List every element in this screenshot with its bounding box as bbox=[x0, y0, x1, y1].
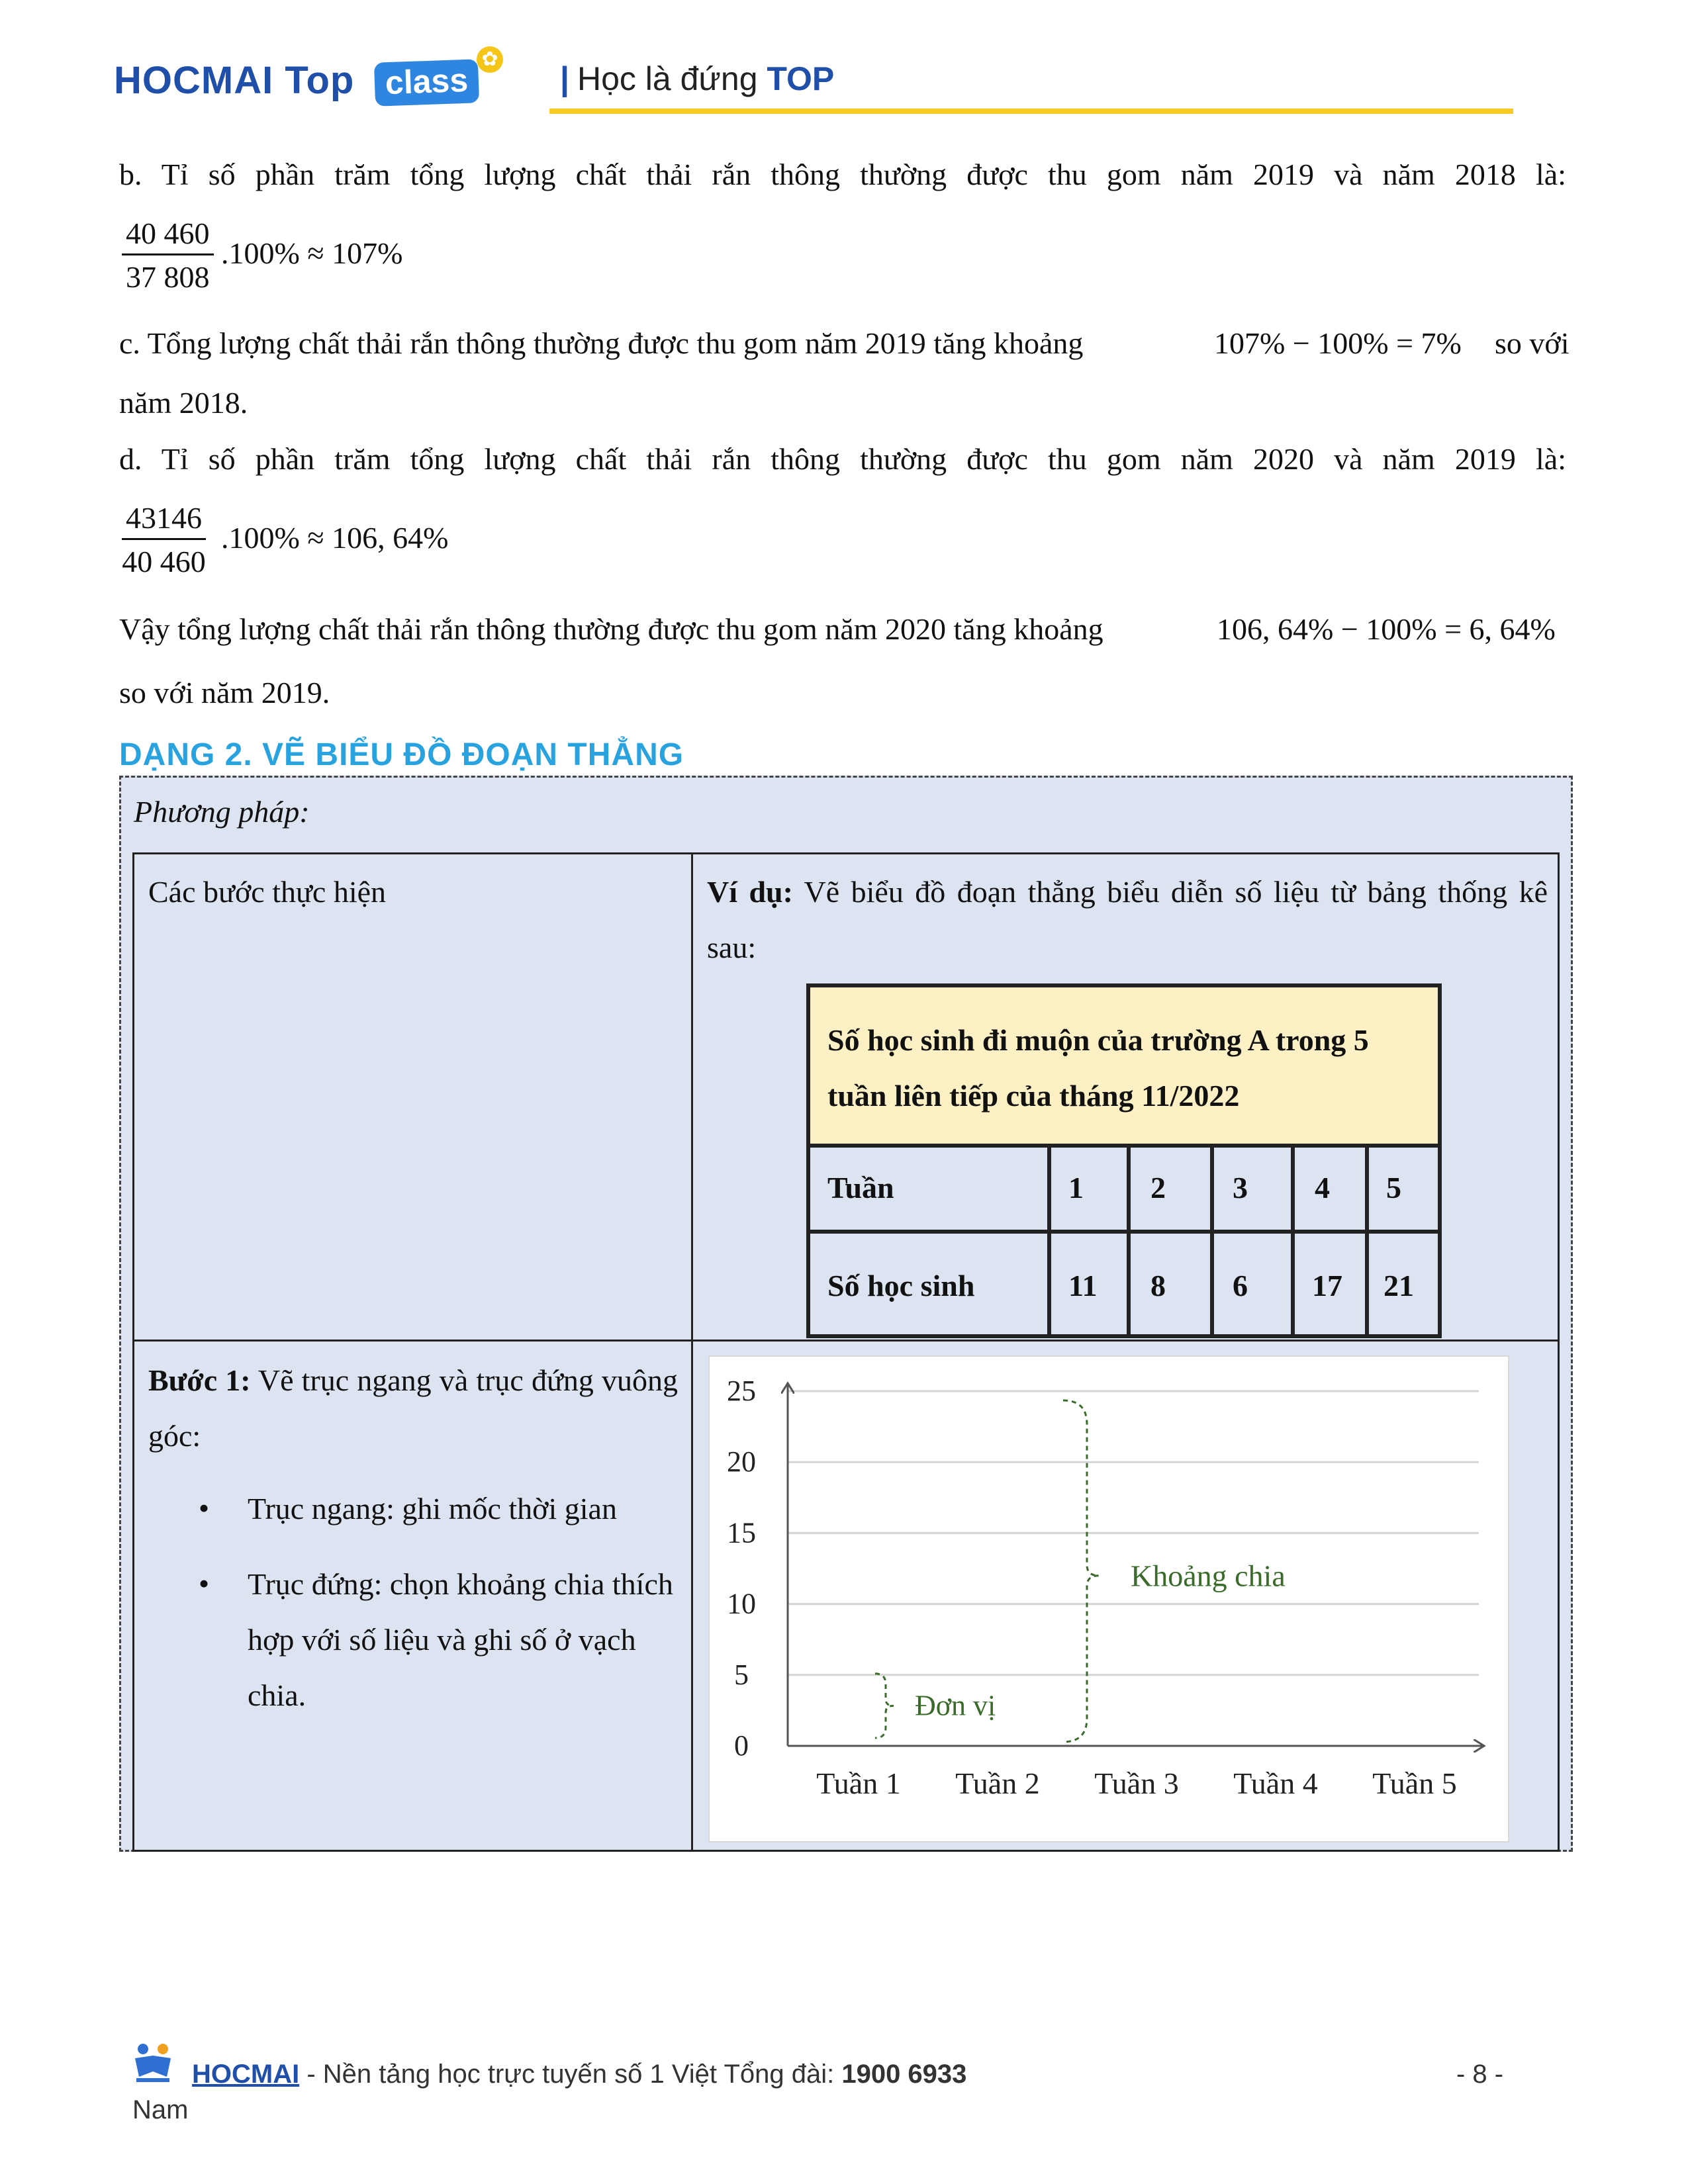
paragraph-b: b. Tỉ số phần trăm tổng lượng chất thải rắn thông thường được thu gom năm 2019 và năm 2018 là: bbox=[119, 158, 1566, 191]
footer-hotline-label: Tổng đài: bbox=[717, 2060, 842, 2089]
stat-count-cell: 8 bbox=[1150, 1269, 1166, 1302]
slogan-top: TOP bbox=[767, 60, 835, 97]
paragraph-c-math: 107% − 100% = 7% bbox=[1214, 326, 1462, 360]
footer-tagline: - Nền tảng học trực tuyến số 1 Việt bbox=[299, 2060, 718, 2089]
fraction-d bbox=[122, 500, 206, 579]
bullet-icon: • bbox=[199, 1491, 210, 1525]
logo-class-badge: class bbox=[374, 59, 479, 106]
stat-table-col-divider bbox=[1127, 1144, 1131, 1334]
paragraph-d: d. Tỉ số phần trăm tổng lượng chất thải rắn thông thường được thu gom năm 2020 và năm 2019 là: bbox=[119, 442, 1566, 476]
x-tick-label: Tuần 2 bbox=[955, 1766, 1040, 1800]
unit-label: Đơn vị bbox=[915, 1689, 996, 1722]
stat-week-cell: 3 bbox=[1233, 1171, 1248, 1205]
line-chart bbox=[710, 1357, 1508, 1841]
example-description: Vẽ biểu đồ đoạn thẳng biểu diễn số liệu từ bảng thống kê sau: bbox=[707, 875, 1548, 964]
paragraph-c-line2: năm 2018. bbox=[119, 386, 248, 420]
steps-header: Các bước thực hiện bbox=[148, 875, 387, 909]
table-row-divider bbox=[132, 1340, 1560, 1342]
fraction-b-tail: .100% ≈ 107% bbox=[221, 236, 403, 270]
footer-brand-link[interactable]: HOCMAI bbox=[192, 2060, 300, 2089]
page-number: - 8 - bbox=[1456, 2060, 1504, 2089]
stat-table-title: Số học sinh đi muộn của trường A trong 5 tuần liên tiếp của tháng 11/2022 bbox=[827, 1023, 1369, 1113]
header-slogan: | Học là đứng TOP bbox=[560, 60, 835, 97]
fraction-d-numerator: 43146 bbox=[122, 500, 206, 540]
table-border-top bbox=[132, 852, 1560, 854]
paragraph-conclusion-math: 106, 64% − 100% = 6, 64% bbox=[1217, 612, 1556, 646]
stat-table-title-cell bbox=[810, 987, 1438, 1148]
stat-table-col-divider bbox=[1210, 1144, 1214, 1334]
step1-text bbox=[148, 1353, 678, 1464]
stat-count-cell: 17 bbox=[1312, 1269, 1342, 1302]
step1-label: Bước 1: bbox=[148, 1363, 251, 1397]
stat-week-cell: 2 bbox=[1150, 1171, 1166, 1205]
footer-nam: Nam bbox=[132, 2095, 189, 2124]
stat-row-week-label: Tuần bbox=[827, 1171, 894, 1205]
header-divider bbox=[549, 109, 1513, 114]
stat-table-row-divider bbox=[810, 1230, 1438, 1234]
stat-count-cell: 11 bbox=[1068, 1269, 1098, 1302]
logo-main-text: HOCMAI Top bbox=[114, 59, 355, 102]
y-tick-label: 20 bbox=[727, 1445, 756, 1479]
table-column-divider bbox=[691, 852, 693, 1852]
table-border-bottom bbox=[132, 1850, 1560, 1852]
unit-brace bbox=[875, 1674, 894, 1738]
paragraph-conclusion-line2: so với năm 2019. bbox=[119, 676, 330, 709]
slogan-prefix: Học là đứng bbox=[577, 60, 767, 97]
fraction-b-numerator: 40 460 bbox=[122, 216, 214, 255]
y-tick-label: 25 bbox=[727, 1375, 756, 1407]
logo-star-icon: ✿ bbox=[477, 46, 503, 73]
stat-table bbox=[806, 983, 1442, 1338]
paragraph-c: c. Tổng lượng chất thải rắn thông thường được thu gom năm 2019 tăng khoảng bbox=[119, 326, 1084, 360]
stat-week-cell: 5 bbox=[1386, 1171, 1401, 1205]
table-border-right bbox=[1558, 852, 1560, 1852]
y-tick-label: 15 bbox=[727, 1516, 756, 1549]
bullet-vertical-axis: Trục đứng: chọn khoảng chia thích hợp với số liệu và ghi số ở vạch chia. bbox=[248, 1567, 673, 1712]
example-text bbox=[707, 864, 1548, 976]
bullet-horizontal-axis: Trục ngang: ghi mốc thời gian bbox=[248, 1492, 617, 1525]
stat-table-col-divider bbox=[1365, 1144, 1369, 1334]
stat-table-col-divider bbox=[1047, 1144, 1051, 1334]
fraction-d-tail: .100% ≈ 106, 64% bbox=[221, 521, 449, 555]
bullet-icon: • bbox=[199, 1567, 210, 1600]
stat-count-cell: 6 bbox=[1233, 1269, 1248, 1302]
y-tick-label: 10 bbox=[727, 1587, 756, 1620]
range-label: Khoảng chia bbox=[1131, 1559, 1286, 1593]
paragraph-c-tail: so với bbox=[1495, 326, 1570, 360]
fraction-b bbox=[122, 216, 214, 295]
footer-logo-icon bbox=[130, 2038, 176, 2085]
table-border-left bbox=[132, 852, 134, 1852]
stat-table-col-divider bbox=[1291, 1144, 1295, 1334]
stat-count-cell: 21 bbox=[1383, 1269, 1414, 1302]
y-tick-label: 5 bbox=[734, 1658, 749, 1691]
range-brace bbox=[1063, 1400, 1099, 1742]
section-title: DẠNG 2. VẼ BIỂU ĐỒ ĐOẠN THẲNG bbox=[119, 737, 684, 772]
stat-week-cell: 4 bbox=[1315, 1171, 1330, 1205]
footer-hotline: 1900 6933 bbox=[841, 2060, 967, 2089]
stat-week-cell: 1 bbox=[1068, 1171, 1084, 1205]
step1-description: Vẽ trục ngang và trục đứng vuông góc: bbox=[148, 1363, 678, 1453]
chart-panel bbox=[708, 1355, 1509, 1843]
fraction-b-denominator: 37 808 bbox=[126, 260, 210, 294]
x-tick-label: Tuần 4 bbox=[1233, 1766, 1318, 1800]
x-tick-label: Tuần 1 bbox=[816, 1766, 901, 1800]
y-tick-label: 0 bbox=[734, 1729, 749, 1762]
method-label: Phương pháp: bbox=[134, 795, 310, 829]
x-tick-label: Tuần 3 bbox=[1094, 1766, 1179, 1800]
example-label: Ví dụ: bbox=[707, 875, 793, 909]
fraction-d-denominator: 40 460 bbox=[122, 545, 206, 578]
stat-row-count-label: Số học sinh bbox=[827, 1269, 975, 1302]
x-tick-label: Tuần 5 bbox=[1372, 1766, 1457, 1800]
paragraph-conclusion: Vậy tổng lượng chất thải rắn thông thường được thu gom năm 2020 tăng khoảng bbox=[119, 612, 1103, 646]
footer-text bbox=[192, 2060, 966, 2089]
